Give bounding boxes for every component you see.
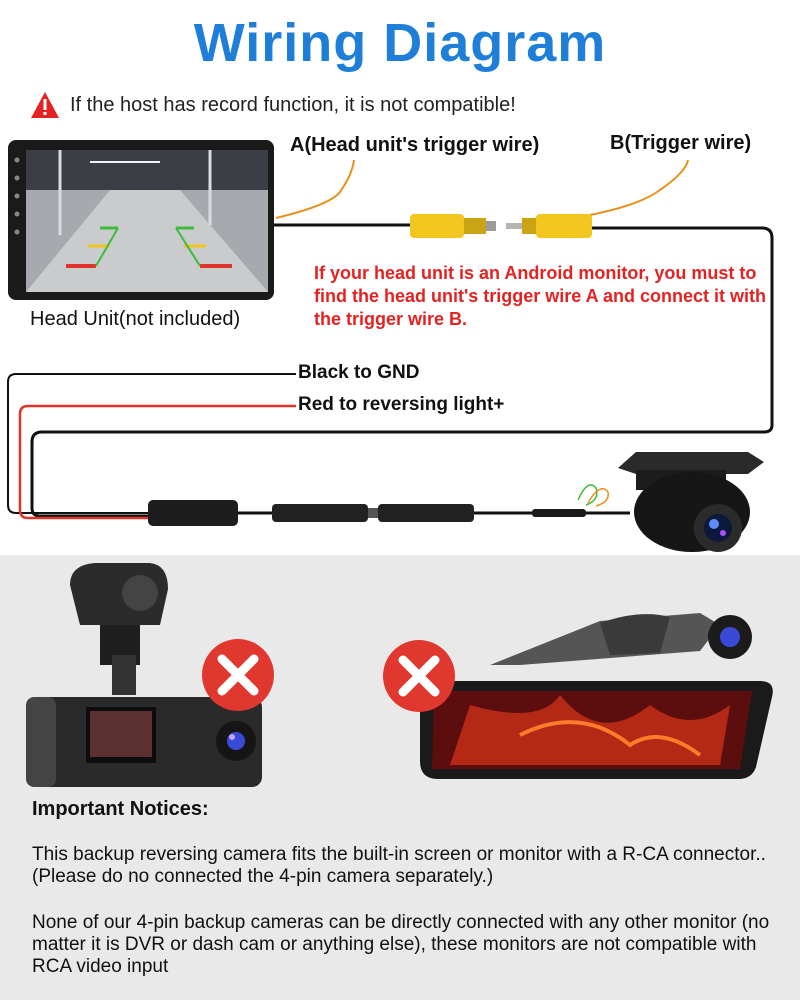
trigger-wire-b-label: B(Trigger wire): [610, 132, 752, 154]
trigger-wire-b: [590, 160, 688, 215]
page-title: Wiring Diagram: [193, 13, 607, 73]
incompatible-devices-illustration: [0, 555, 800, 795]
black-gnd-label: Black to GND: [298, 362, 420, 383]
red-x-icon: [383, 640, 455, 712]
four-pin-male-connector: [378, 504, 474, 522]
rca-male-connector: [506, 214, 592, 238]
head-unit-monitor: [8, 140, 274, 300]
backup-camera: [618, 452, 764, 552]
notice-rca-compatible: This backup reversing camera fits the built-in screen or monitor with a R-CA connector.. (Please do no connected the 4-pin camera separately.): [32, 844, 766, 887]
four-pin-female-connector: [272, 504, 368, 522]
red-reverse-label: Red to reversing light+: [298, 394, 505, 415]
mirror-dash-cam: [420, 613, 773, 779]
head-unit-label: Head Unit(not included): [30, 308, 241, 330]
black-gnd-wire: [8, 374, 296, 513]
red-x-icon: [202, 639, 274, 711]
android-note: If your head unit is an Android monitor, you must to find the head unit's trigger wire A and connect it with the trigger wire B.: [314, 263, 766, 329]
trigger-wire-a: [276, 160, 354, 218]
power-junction-module: [148, 500, 238, 526]
warning-text: If the host has record function, it is not compatible!: [70, 93, 516, 116]
notice-not-compatible: None of our 4-pin backup cameras can be directly connected with any other monitor (no matter it is DVR or dash cam or anything else), these monitors are not compatible with RCA video input: [32, 912, 770, 977]
trigger-wire-a-label: A(Head unit's trigger wire): [290, 134, 540, 156]
rca-female-connector: [410, 214, 496, 238]
notices-title: Important Notices:: [32, 798, 209, 820]
